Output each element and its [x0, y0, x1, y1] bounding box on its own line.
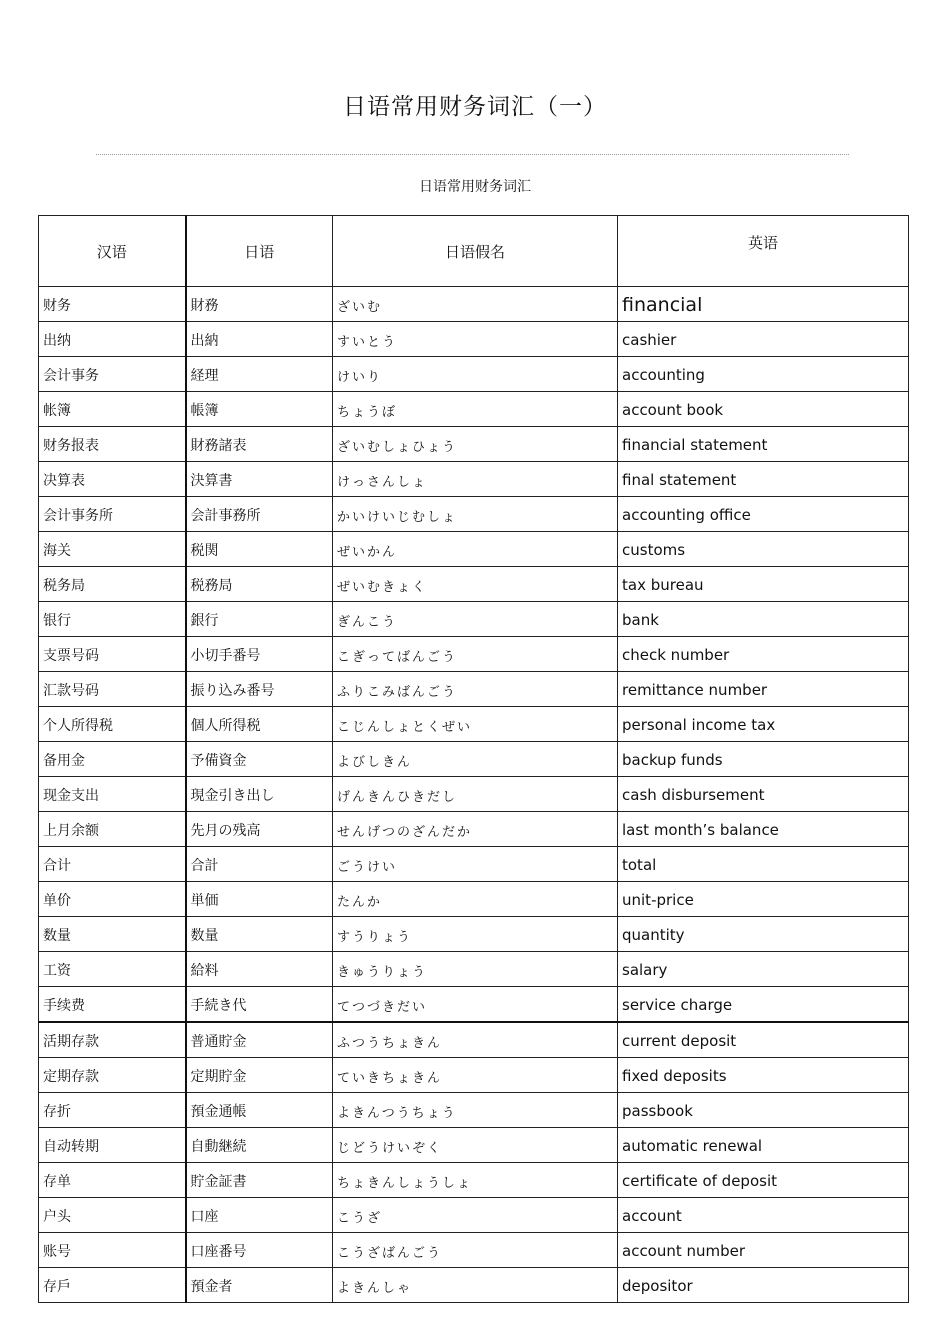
table-row: [39, 1268, 909, 1303]
table-row: [39, 462, 909, 497]
cell-kana: こうざ: [333, 1198, 618, 1233]
cell-chinese: 现金支出: [39, 777, 186, 812]
cell-english: cash disbursement: [618, 777, 909, 812]
table-row: [39, 567, 909, 602]
cell-kana: かいけいじむしょ: [333, 497, 618, 532]
cell-chinese: 银行: [39, 602, 186, 637]
cell-kana: ちょきんしょうしょ: [333, 1163, 618, 1198]
table-row: [39, 1022, 909, 1058]
table-row: [39, 707, 909, 742]
cell-japanese: 定期貯金: [186, 1058, 333, 1093]
cell-japanese: 帳簿: [186, 392, 333, 427]
cell-kana: ざいむ: [333, 287, 618, 322]
cell-kana: よきんしゃ: [333, 1268, 618, 1303]
cell-kana: ふつうちょきん: [333, 1022, 618, 1058]
cell-chinese: 存单: [39, 1163, 186, 1198]
cell-kana: よきんつうちょう: [333, 1093, 618, 1128]
cell-japanese: 振り込み番号: [186, 672, 333, 707]
cell-chinese: 上月余额: [39, 812, 186, 847]
cell-japanese: 預金通帳: [186, 1093, 333, 1128]
cell-kana: せんげつのざんだか: [333, 812, 618, 847]
cell-english: backup funds: [618, 742, 909, 777]
table-row: [39, 987, 909, 1023]
cell-japanese: 税関: [186, 532, 333, 567]
cell-english: accounting: [618, 357, 909, 392]
table-caption: 日语常用财务词汇: [419, 179, 531, 195]
table-row: [39, 777, 909, 812]
cell-english: depositor: [618, 1268, 909, 1303]
cell-english: account: [618, 1198, 909, 1233]
cell-chinese: 会计事务: [39, 357, 186, 392]
cell-japanese: 予備資金: [186, 742, 333, 777]
cell-english: customs: [618, 532, 909, 567]
page-title: 日语常用财务词汇（一）: [343, 94, 607, 120]
cell-japanese: 口座番号: [186, 1233, 333, 1268]
table-row: [39, 392, 909, 427]
cell-chinese: 数量: [39, 917, 186, 952]
table-row: [39, 1093, 909, 1128]
table-row: [39, 1163, 909, 1198]
cell-english: tax bureau: [618, 567, 909, 602]
cell-english: financial: [618, 287, 909, 322]
cell-japanese: 先月の残高: [186, 812, 333, 847]
table-row: [39, 427, 909, 462]
cell-japanese: 財務諸表: [186, 427, 333, 462]
cell-japanese: 合計: [186, 847, 333, 882]
cell-english: account number: [618, 1233, 909, 1268]
cell-kana: ぜいむきょく: [333, 567, 618, 602]
cell-english: passbook: [618, 1093, 909, 1128]
table-row: [39, 672, 909, 707]
cell-kana: ぎんこう: [333, 602, 618, 637]
cell-kana: よびしきん: [333, 742, 618, 777]
cell-english: total: [618, 847, 909, 882]
cell-english: current deposit: [618, 1022, 909, 1058]
cell-chinese: 定期存款: [39, 1058, 186, 1093]
cell-kana: ぜいかん: [333, 532, 618, 567]
cell-chinese: 财务: [39, 287, 186, 322]
cell-chinese: 海关: [39, 532, 186, 567]
cell-kana: こじんしょとくぜい: [333, 707, 618, 742]
cell-japanese: 出納: [186, 322, 333, 357]
header-chinese: 汉语: [39, 216, 186, 287]
cell-chinese: 活期存款: [39, 1022, 186, 1058]
cell-japanese: 税務局: [186, 567, 333, 602]
table-row: [39, 952, 909, 987]
cell-japanese: 預金者: [186, 1268, 333, 1303]
table-row: [39, 497, 909, 532]
cell-kana: たんか: [333, 882, 618, 917]
cell-chinese: 工资: [39, 952, 186, 987]
cell-japanese: 貯金証書: [186, 1163, 333, 1198]
cell-japanese: 小切手番号: [186, 637, 333, 672]
header-japanese: 日语: [186, 216, 333, 287]
cell-chinese: 支票号码: [39, 637, 186, 672]
cell-japanese: 普通貯金: [186, 1022, 333, 1058]
table-row: [39, 917, 909, 952]
cell-english: accounting office: [618, 497, 909, 532]
table-row: [39, 1058, 909, 1093]
cell-japanese: 手続き代: [186, 987, 333, 1023]
cell-japanese: 個人所得税: [186, 707, 333, 742]
cell-kana: ふりこみばんごう: [333, 672, 618, 707]
cell-chinese: 出纳: [39, 322, 186, 357]
cell-japanese: 銀行: [186, 602, 333, 637]
cell-chinese: 存戶: [39, 1268, 186, 1303]
cell-english: cashier: [618, 322, 909, 357]
cell-english: financial statement: [618, 427, 909, 462]
cell-chinese: 合计: [39, 847, 186, 882]
cell-kana: けいり: [333, 357, 618, 392]
table-body: [39, 287, 909, 1303]
cell-japanese: 数量: [186, 917, 333, 952]
cell-english: unit-price: [618, 882, 909, 917]
table-row: [39, 357, 909, 392]
table-header-row: [39, 216, 909, 287]
cell-japanese: 口座: [186, 1198, 333, 1233]
cell-kana: ごうけい: [333, 847, 618, 882]
cell-kana: ざいむしょひょう: [333, 427, 618, 462]
table-row: [39, 847, 909, 882]
cell-chinese: 存折: [39, 1093, 186, 1128]
cell-japanese: 経理: [186, 357, 333, 392]
table-row: [39, 637, 909, 672]
cell-english: final statement: [618, 462, 909, 497]
cell-japanese: 給料: [186, 952, 333, 987]
cell-japanese: 自動継続: [186, 1128, 333, 1163]
cell-kana: ていきちょきん: [333, 1058, 618, 1093]
vocabulary-table: [38, 215, 909, 1303]
table-row: [39, 287, 909, 322]
cell-english: quantity: [618, 917, 909, 952]
cell-kana: すうりょう: [333, 917, 618, 952]
table-row: [39, 882, 909, 917]
cell-kana: きゅうりょう: [333, 952, 618, 987]
cell-japanese: 会計事務所: [186, 497, 333, 532]
cell-chinese: 税务局: [39, 567, 186, 602]
table-row: [39, 1233, 909, 1268]
cell-kana: けっさんしょ: [333, 462, 618, 497]
header-english: 英语: [618, 216, 909, 287]
cell-chinese: 备用金: [39, 742, 186, 777]
title-divider: [96, 154, 849, 155]
cell-chinese: 决算表: [39, 462, 186, 497]
cell-kana: こぎってばんごう: [333, 637, 618, 672]
cell-kana: げんきんひきだし: [333, 777, 618, 812]
cell-chinese: 帐簿: [39, 392, 186, 427]
cell-kana: てつづきだい: [333, 987, 618, 1023]
cell-english: remittance number: [618, 672, 909, 707]
cell-chinese: 户头: [39, 1198, 186, 1233]
cell-english: service charge: [618, 987, 909, 1023]
cell-english: salary: [618, 952, 909, 987]
cell-english: last month’s balance: [618, 812, 909, 847]
cell-kana: ちょうぼ: [333, 392, 618, 427]
table-row: [39, 602, 909, 637]
cell-english: fixed deposits: [618, 1058, 909, 1093]
cell-english: automatic renewal: [618, 1128, 909, 1163]
cell-japanese: 単価: [186, 882, 333, 917]
cell-chinese: 单价: [39, 882, 186, 917]
header-kana: 日语假名: [333, 216, 618, 287]
cell-english: account book: [618, 392, 909, 427]
table-row: [39, 322, 909, 357]
cell-english: bank: [618, 602, 909, 637]
cell-kana: すいとう: [333, 322, 618, 357]
table-row: [39, 812, 909, 847]
cell-chinese: 自动转期: [39, 1128, 186, 1163]
table-row: [39, 532, 909, 567]
cell-japanese: 決算書: [186, 462, 333, 497]
cell-chinese: 会计事务所: [39, 497, 186, 532]
cell-japanese: 財務: [186, 287, 333, 322]
cell-kana: じどうけいぞく: [333, 1128, 618, 1163]
table-row: [39, 1198, 909, 1233]
cell-chinese: 手续费: [39, 987, 186, 1023]
cell-chinese: 汇款号码: [39, 672, 186, 707]
table-row: [39, 742, 909, 777]
cell-chinese: 账号: [39, 1233, 186, 1268]
cell-english: personal income tax: [618, 707, 909, 742]
cell-english: certificate of deposit: [618, 1163, 909, 1198]
cell-chinese: 个人所得税: [39, 707, 186, 742]
cell-chinese: 财务报表: [39, 427, 186, 462]
table-row: [39, 1128, 909, 1163]
cell-english: check number: [618, 637, 909, 672]
cell-japanese: 現金引き出し: [186, 777, 333, 812]
cell-kana: こうざばんごう: [333, 1233, 618, 1268]
